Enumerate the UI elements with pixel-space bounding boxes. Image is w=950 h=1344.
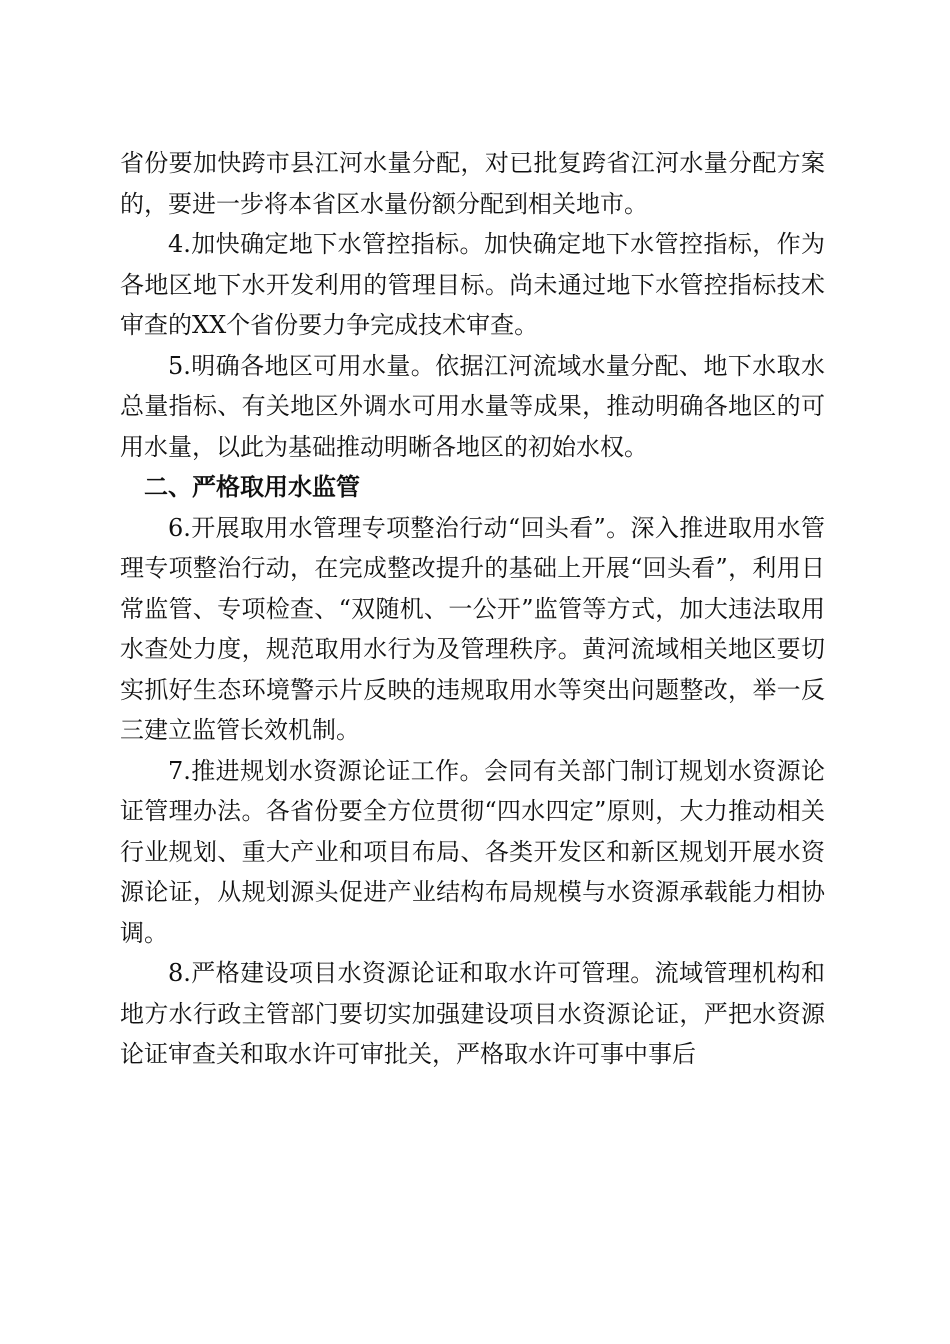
paragraph-continuation: 省份要加快跨市县江河水量分配，对已批复跨省江河水量分配方案的，要进一步将本省区水量份额分配到相关地市。 [120, 149, 825, 218]
paragraph-item-4: 4.加快确定地下水管控指标。加快确定地下水管控指标，作为各地区地下水开发利用的管理目标。尚未通过地下水管控指标技术审查的XX个省份要力争完成技术审查。 [120, 230, 825, 339]
paragraph-item-6: 6.开展取用水管理专项整治行动“回头看”。深入推进取用水管理专项整治行动，在完成整改提升的基础上开展“回头看”，利用日常监管、专项检查、“双随机、一公开”监管等方式，加大违法取用水查处力度，规范取用水行为及管理秩序。黄河流域相关地区要切实抓好生态环境警示片反映的违规取用水等突出问题整改，举一反三建立监管长效机制。 [120, 513, 825, 744]
paragraph-item-5: 5.明确各地区可用水量。依据江河流域水量分配、地下水取水总量指标、有关地区外调水可用水量等成果，推动明确各地区的可用水量，以此为基础推动明晰各地区的初始水权。 [120, 351, 825, 461]
paragraph-item-7: 7.推进规划水资源论证工作。会同有关部门制订规划水资源论证管理办法。各省份要全方位贯彻“四水四定”原则，大力推动相关行业规划、重大产业和项目布局、各类开发区和新区规划开展水资源论证，从规划源头促进产业结构布局规模与水资源承载能力相协调。 [120, 756, 825, 947]
section-heading: 二、严格取用水监管 [144, 473, 360, 501]
document-body [120, 143, 825, 1075]
paragraph-item-8: 8.严格建设项目水资源论证和取水许可管理。流域管理机构和地方水行政主管部门要切实加强建设项目水资源论证，严把水资源论证审查关和取水许可审批关，严格取水许可事中事后 [120, 959, 825, 1068]
